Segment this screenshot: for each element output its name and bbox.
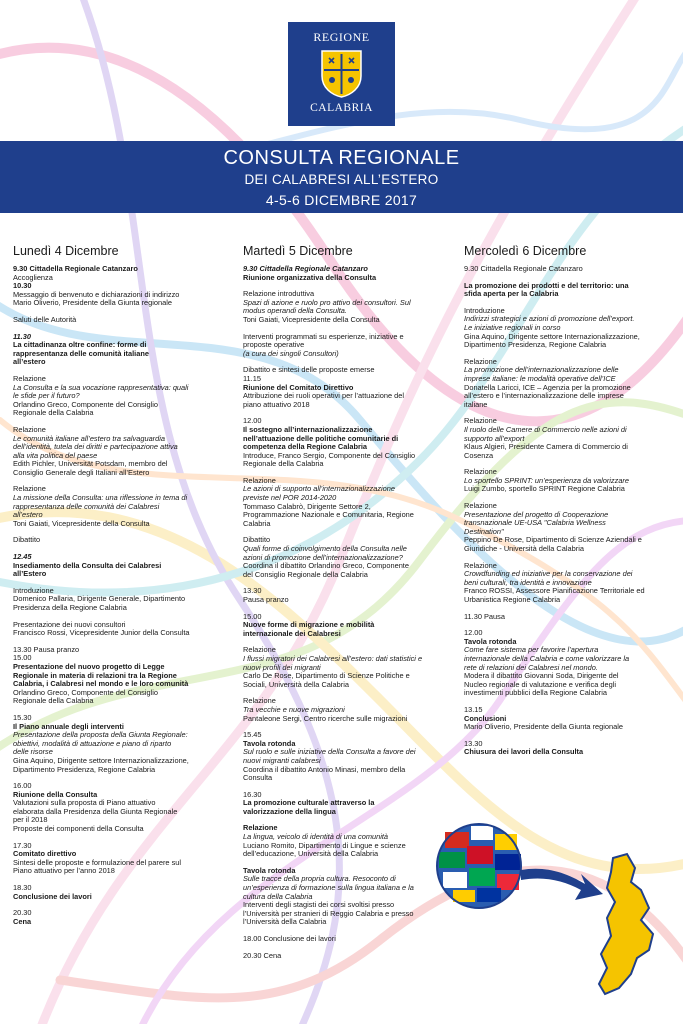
schedule-line: Toni Gaiati, Vicepresidente della Consulta: [243, 314, 380, 324]
schedule-line: Sintesi delle proposte e formulazione del parere sul: [13, 857, 182, 867]
schedule-line: Giuridiche - Università della Calabria: [464, 544, 584, 554]
schedule-line: Calabria: [243, 518, 271, 528]
schedule-line: Tavola rotonda: [243, 738, 296, 748]
schedule-line: 9.30 Cittadella Regionale Catanzaro: [13, 264, 138, 273]
page-title: CONSULTA REGIONALE: [223, 147, 460, 169]
schedule-line: 17.30: [13, 840, 32, 850]
schedule-line: Accoglienza: [13, 272, 53, 282]
schedule-line: nuovi profili dei migranti: [243, 662, 321, 672]
schedule-line: Riunione della Consulta: [13, 789, 98, 799]
schedule-line: cultura della Calabria: [243, 891, 313, 901]
schedule-list: [464, 265, 674, 757]
schedule-line: un’esperienza di formazione sulla lingua italiana e la: [243, 883, 414, 893]
schedule-block: [13, 485, 219, 528]
schedule-line: per il 2018: [13, 815, 48, 825]
arrow-icon: [521, 869, 603, 900]
schedule-block: [13, 426, 219, 478]
page-subtitle: DEI CALABRESI ALL’ESTERO: [244, 172, 439, 187]
schedule-line: Relazione: [243, 696, 276, 706]
schedule-line: I flussi migratori dei Calabresi all’estero: dati statistici e: [243, 653, 423, 663]
schedule-line: Programmazione Nazionale e Comunitaria, Regione: [243, 510, 414, 520]
schedule-line: Conclusione dei lavori: [13, 891, 92, 901]
schedule-line: Proposte dei componenti della Consulta: [13, 824, 144, 834]
schedule-line: Klaus Algieri, Presidente Camera di Commercio di: [464, 442, 628, 452]
program-column-monday: [13, 244, 219, 934]
schedule-block: [243, 731, 448, 783]
schedule-line: imprese italiane: le modalità operative dell’ICE: [464, 373, 616, 383]
schedule-line: 18.30: [13, 883, 32, 893]
schedule-line: La promozione culturale attraverso la: [243, 798, 375, 808]
schedule-line: nell’attuazione delle politiche comunitarie di: [243, 433, 399, 443]
schedule-block: [464, 358, 674, 410]
schedule-line: Tra vecchie e nuove migrazioni: [243, 704, 345, 714]
schedule-block: [13, 621, 219, 638]
schedule-line: La lingua, veicolo di identità di una comunità: [243, 832, 389, 842]
schedule-line: 11.30: [13, 331, 31, 341]
schedule-line: del Consiglio Regionale della Calabria: [243, 569, 368, 579]
schedule-block: [13, 909, 219, 926]
schedule-line: Relazione: [464, 356, 497, 366]
schedule-line: 12.00: [464, 628, 483, 638]
schedule-line: Mario Oliverio, Presidente della Giunta regionale: [13, 298, 172, 308]
schedule-line: Comitato direttivo: [13, 849, 77, 859]
schedule-block: [464, 307, 674, 350]
schedule-line: Spazi di azione e ruolo pro attivo dei consultori. Sul: [243, 297, 411, 307]
schedule-line: 13.30: [243, 586, 262, 596]
schedule-line: Tavola rotonda: [243, 865, 296, 875]
schedule-line: Attribuzione dei ruoli operativi per l’attuazione del: [243, 391, 405, 401]
schedule-block: [13, 333, 219, 367]
schedule-block: [464, 502, 674, 554]
schedule-line: Destination": [464, 526, 504, 536]
schedule-block: [13, 842, 219, 876]
schedule-block: [464, 706, 674, 732]
calabria-map-icon: [599, 854, 653, 994]
schedule-line: Gina Aquino, Dirigente settore Internazionalizzazione,: [13, 755, 189, 765]
schedule-block: [243, 952, 448, 961]
schedule-line: internazionale della Calabria e come valorizzare la: [464, 653, 630, 663]
schedule-block: [243, 613, 448, 639]
schedule-line: Peppino De Rose, Dipartimento di Scienze Aziendali e: [464, 535, 642, 545]
schedule-line: Valutazioni sulla proposta di Piano attuativo: [13, 798, 156, 808]
schedule-line: Riunione del Comitato Direttivo: [243, 382, 354, 392]
schedule-line: Introduce, Franco Sergio, Componente del Consiglio: [243, 450, 416, 460]
schedule-line: 9.30 Cittadella Regionale Catanzaro: [243, 264, 368, 273]
schedule-line: Relazione: [464, 467, 497, 477]
schedule-line: Relazione: [243, 475, 276, 485]
schedule-block: [13, 536, 219, 545]
schedule-line: rappresentanza delle comunità dei Calabresi: [13, 501, 160, 511]
schedule-block: [13, 646, 219, 706]
schedule-line: Insediamento della Consulta dei Calabresi: [13, 560, 162, 570]
schedule-line: Le iniziative regionali in corso: [464, 322, 561, 332]
schedule-line: alla vita politica del paese: [13, 450, 98, 460]
schedule-line: dell’educazione, Università della Calabria: [243, 849, 379, 859]
schedule-line: previste nel POR 2014-2020: [243, 493, 337, 503]
schedule-line: Dipartimento Presidenza, Regione Calabria: [464, 340, 607, 350]
schedule-line: beni culturali, tra identità e innovazione: [464, 577, 592, 587]
schedule-line: Saluti delle Autorità: [13, 314, 77, 324]
schedule-line: 11.15: [243, 373, 261, 383]
schedule-line: Dipartimento Presidenza, Regione Calabria: [13, 764, 156, 774]
schedule-block: [243, 366, 448, 409]
schedule-line: Coordina il dibattito Antonio Minasi, membro della: [243, 764, 406, 774]
schedule-block: [13, 375, 219, 418]
schedule-block: [13, 553, 219, 579]
schedule-line: 18.00 Conclusione dei lavori: [243, 934, 336, 943]
schedule-block: [243, 477, 448, 529]
schedule-line: Crowdfunding ed iniziative per la conservazione dei: [464, 569, 633, 579]
schedule-line: Pausa pranzo: [243, 595, 289, 604]
schedule-line: Coordina il dibattito Orlandino Greco, Componente: [243, 561, 409, 571]
schedule-line: Sul ruolo e sulle iniziative della Consulta a favore dei: [243, 747, 416, 757]
schedule-line: 12.45: [13, 552, 32, 562]
schedule-line: Carlo De Rose, Dipartimento di Scienze Politiche e: [243, 671, 410, 681]
schedule-line: Le comunità italiane all’estero tra salvaguardia: [13, 433, 166, 443]
schedule-block: [464, 613, 674, 622]
schedule-line: Dibattito: [13, 535, 41, 545]
schedule-line: 13.15: [464, 704, 483, 714]
schedule-line: Luigi Zumbo, sportello SPRINT Regione Calabria: [464, 484, 625, 494]
schedule-line: Interventi degli stagisti dei corsi svoltisi presso: [243, 900, 395, 910]
schedule-line: Orlandino Greco, Componente del Consiglio: [13, 399, 159, 409]
day-title: Lunedì 4 Dicembre: [13, 244, 119, 258]
schedule-block: [464, 417, 674, 460]
schedule-line: Introduzione: [464, 305, 505, 315]
globe-flags-icon: [437, 824, 521, 908]
schedule-block: [13, 884, 219, 901]
schedule-line: Orlandino Greco, Componente del Consiglio: [13, 687, 159, 697]
schedule-block: [13, 587, 219, 613]
schedule-line: (a cura dei singoli Consultori): [243, 348, 339, 358]
schedule-line: 13.30: [464, 738, 483, 748]
schedule-line: 16.00: [13, 781, 32, 791]
schedule-line: 9.30 Cittadella Regionale Catanzaro: [464, 264, 583, 273]
schedule-block: [13, 714, 219, 774]
schedule-line: Presentazione del progetto di Cooperazione: [464, 509, 609, 519]
schedule-line: La Consulta e la sua vocazione rappresentativa: quali: [13, 382, 189, 392]
schedule-line: competenza della Regione Calabria: [243, 442, 368, 452]
day-title: Martedì 5 Dicembre: [243, 244, 353, 258]
schedule-line: Mario Oliverio, Presidente della Giunta regionale: [464, 722, 623, 732]
schedule-line: dell’identità, tutela dei diritti e partecipazione attiva: [13, 442, 178, 452]
schedule-block: [243, 824, 448, 858]
calabria-crest-icon: [318, 48, 365, 98]
schedule-line: azioni di promozione dell’internazionalizzazione?: [243, 552, 403, 562]
schedule-block: [464, 562, 674, 605]
schedule-block: [243, 290, 448, 324]
schedule-block: [243, 536, 448, 579]
schedule-line: Consiglio Generale degli Italiani all’Estero: [13, 467, 150, 477]
schedule-line: Urbanistica Regione Calabria: [464, 595, 561, 604]
schedule-list: [243, 265, 448, 960]
schedule-line: Riunione organizzativa della Consulta: [243, 272, 377, 282]
schedule-line: La promozione dell’internazionalizzazione delle: [464, 365, 619, 375]
logo-top-text: REGIONE: [313, 30, 370, 44]
schedule-list: [13, 265, 219, 926]
schedule-line: Presentazione del nuovo progetto di Legge: [13, 661, 165, 671]
schedule-line: Franco ROSSI, Assessore Pianificazione Territoriale ed: [464, 586, 645, 596]
schedule-line: Quali forme di coinvolgimento della Consulta nelle: [243, 544, 407, 554]
schedule-block: [464, 629, 674, 698]
schedule-line: nuovi migranti calabresi: [243, 755, 321, 765]
schedule-line: valorizzazione della lingua: [243, 806, 336, 816]
schedule-line: italiane: [464, 399, 488, 409]
schedule-line: all’estero e l’internazionalizzazione delle imprese: [464, 391, 624, 401]
schedule-line: Relazione introduttiva: [243, 289, 315, 299]
schedule-line: Dibattito e sintesi delle proposte emerse: [243, 365, 375, 375]
schedule-block: [243, 417, 448, 469]
schedule-block: [464, 468, 674, 494]
schedule-line: le sfide per il futuro?: [13, 391, 80, 401]
schedule-line: Toni Gaiati, Vicepresidente della Consulta: [13, 518, 150, 528]
schedule-line: obiettivi, modalità di attuazione e piano di riparto: [13, 738, 172, 748]
schedule-line: Cosenza: [464, 450, 494, 460]
schedule-line: Relazione: [13, 424, 46, 434]
schedule-line: Relazione: [243, 645, 276, 655]
schedule-line: Donatella Laricci, ICE – Agenzia per la promozione: [464, 382, 631, 392]
schedule-line: l’Università della Calabria: [243, 917, 327, 927]
schedule-line: Relazione: [243, 823, 278, 833]
schedule-line: Regionale in materia di relazioni tra la Regione: [13, 670, 177, 680]
schedule-line: Regionale della Calabria: [13, 696, 94, 706]
schedule-line: Piano attuativo per l’anno 2018: [13, 866, 115, 876]
schedule-line: internazionale dei Calabresi: [243, 628, 341, 638]
schedule-line: Sociali, Università della Calabria: [243, 679, 349, 689]
schedule-line: Il ruolo delle Camere di Commercio nelle azioni di: [464, 424, 627, 434]
schedule-block: [464, 282, 674, 299]
schedule-line: Presentazione della proposta della Giunta Regionale:: [13, 730, 188, 740]
schedule-line: all’estero: [13, 357, 46, 367]
schedule-line: 10.30: [13, 281, 32, 291]
schedule-line: La missione della Consulta: una riflessione in tema di: [13, 493, 188, 503]
schedule-line: Presidenza della Regione Calabria: [13, 603, 127, 612]
regione-calabria-logo: [288, 22, 395, 126]
schedule-line: Il sostegno all’internazionalizzazione: [243, 424, 373, 434]
event-dates: 4-5-6 DICEMBRE 2017: [265, 192, 418, 208]
schedule-line: sfida aperta per la Calabria: [464, 289, 559, 299]
schedule-line: 12.00: [243, 416, 262, 426]
schedule-line: Consulta: [243, 773, 273, 783]
schedule-line: modus operandi della Consulta.: [243, 306, 347, 316]
schedule-line: piano attuativo 2018: [243, 399, 310, 409]
schedule-block: [243, 265, 448, 282]
schedule-line: Indirizzi strategici e azioni di promozione dell’export.: [464, 314, 635, 324]
schedule-block: [13, 316, 219, 325]
schedule-line: La promozione dei prodotti e del territorio: una: [464, 280, 629, 290]
schedule-block: [243, 333, 448, 359]
schedule-line: Il Piano annuale degli interventi: [13, 721, 124, 731]
schedule-line: Tavola rotonda: [464, 636, 517, 646]
schedule-line: Conclusioni: [464, 713, 507, 723]
schedule-line: 15.30: [13, 712, 32, 722]
schedule-block: [243, 867, 448, 927]
schedule-line: all’estero: [13, 510, 43, 520]
schedule-line: Lo sportello SPRINT: un’esperienza da valorizzare: [464, 475, 630, 485]
schedule-line: Chiusura dei lavori della Consulta: [464, 747, 584, 757]
schedule-line: rete di relazioni dei Calabresi nel mondo.: [464, 662, 598, 672]
schedule-line: Le azioni di supporto all’internazionalizzazione: [243, 484, 396, 494]
schedule-line: proposte operative: [243, 340, 305, 350]
schedule-line: Pantaleone Sergi, Centro ricerche sulle migrazioni: [243, 713, 408, 723]
schedule-line: Messaggio di benvenuto e dichiarazioni di indirizzo: [13, 289, 180, 299]
schedule-line: La cittadinanza oltre confine: forme di: [13, 340, 147, 350]
schedule-line: Relazione: [464, 560, 497, 570]
schedule-block: [243, 587, 448, 604]
day-title: Mercoledì 6 Dicembre: [464, 244, 587, 258]
schedule-line: delle risorse: [13, 747, 53, 757]
schedule-line: Luciano Romito, Dipartimento di Lingue e scienze: [243, 840, 406, 850]
program-column-tuesday: [243, 244, 448, 968]
schedule-line: Sulle tracce della propria cultura. Resoconto di: [243, 874, 396, 884]
schedule-line: 15.45: [243, 730, 262, 740]
schedule-line: 16.30: [243, 789, 262, 799]
schedule-line: Francisco Rossi, Vicepresidente Junior della Consulta: [13, 628, 190, 638]
schedule-line: rappresentanza delle comunità italiane: [13, 348, 149, 358]
title-banner: [0, 141, 683, 213]
schedule-line: Relazione: [13, 484, 46, 494]
schedule-line: elaborata dalla Presidenza della Giunta Regionale: [13, 806, 178, 816]
schedule-line: 20.30: [13, 908, 32, 918]
schedule-line: Relazione: [464, 501, 497, 511]
schedule-block: [13, 782, 219, 834]
logo-bottom-text: CALABRIA: [310, 102, 373, 114]
schedule-line: Nucleo regionale di valutazione e verifica degli: [464, 679, 617, 689]
schedule-line: Come fare sistema per favorire l’apertura: [464, 645, 599, 655]
schedule-line: Relazione: [464, 416, 497, 426]
schedule-line: 15.00: [243, 611, 262, 621]
globe-map-illustration: [435, 818, 675, 1018]
schedule-line: Presentazione dei nuovi consultori: [13, 619, 126, 629]
schedule-line: Introduzione: [13, 585, 54, 595]
schedule-block: [243, 935, 448, 944]
schedule-line: Interventi programmati su esperienze, iniziative e: [243, 331, 404, 341]
schedule-line: supporto all’export: [464, 433, 525, 443]
schedule-line: 15.00: [13, 653, 32, 663]
schedule-line: Cena: [13, 916, 32, 926]
schedule-line: 11.30 Pausa: [464, 611, 505, 621]
schedule-line: Tommaso Calabrò, Dirigente Settore 2,: [243, 501, 371, 511]
schedule-line: Regionale della Calabria: [13, 408, 94, 418]
schedule-block: [464, 740, 674, 757]
schedule-block: [243, 697, 448, 723]
schedule-line: transnazionale UE-USA "Calabria Wellness: [464, 518, 606, 528]
schedule-line: Edith Pichler, Universität Potsdam, membro del: [13, 459, 168, 469]
schedule-block: [13, 265, 219, 308]
schedule-block: [243, 791, 448, 817]
schedule-line: all’Estero: [13, 569, 47, 579]
schedule-line: Domenico Pallaria, Dirigente Generale, Dipartimento: [13, 594, 186, 604]
schedule-line: 13.30 Pausa pranzo: [13, 644, 80, 654]
schedule-block: [243, 646, 448, 689]
schedule-line: 20.30 Cena: [243, 950, 282, 960]
schedule-line: Nuove forme di migrazione e mobilità: [243, 620, 375, 630]
schedule-line: Dibattito: [243, 535, 271, 545]
schedule-line: Gina Aquino, Dirigente settore Internazionalizzazione,: [464, 331, 640, 341]
schedule-line: Calabria, i Calabresi nel mondo e le loro comunità: [13, 679, 189, 689]
program-column-wednesday: [464, 244, 674, 765]
schedule-line: Relazione: [13, 373, 46, 383]
schedule-line: investimenti pubblici della Regione Calabria: [464, 688, 607, 698]
schedule-line: Regionale della Calabria: [243, 459, 324, 469]
schedule-block: [464, 265, 674, 274]
schedule-line: Modera il dibattito Giovanni Soda, Dirigente del: [464, 671, 619, 681]
schedule-line: l’Università per stranieri di Reggio Calabria e presso: [243, 908, 414, 918]
